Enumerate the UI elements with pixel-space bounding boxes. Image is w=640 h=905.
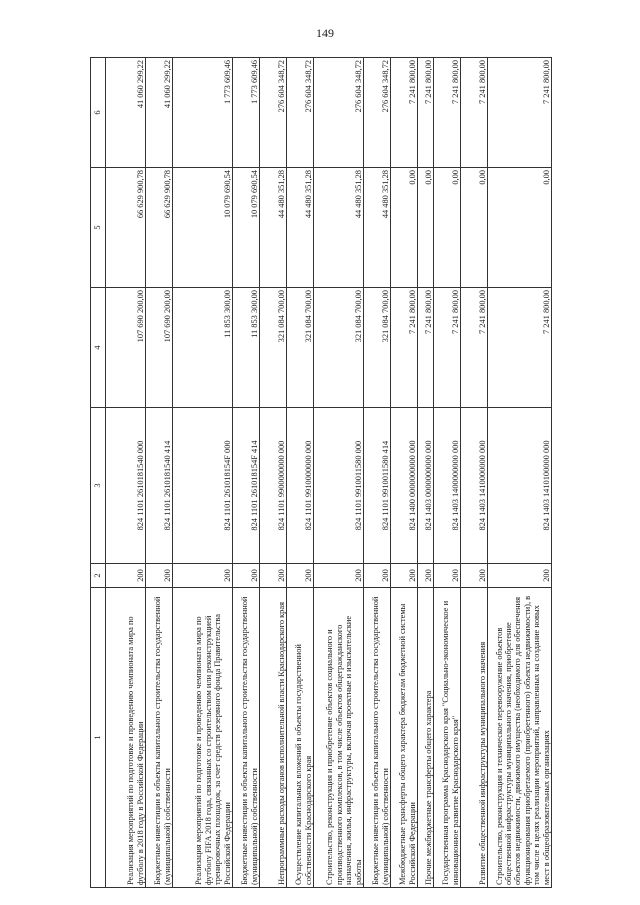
- row-code: 200: [488, 564, 552, 588]
- row-kbk: 824 1403 1410100000 000: [488, 408, 552, 564]
- row-name: Реализация мероприятий по подготовке и проведению чемпионата мира по футболу в 2018 году в Российской Федерации: [106, 588, 146, 888]
- row-sum-total: 107 690 200,00: [146, 288, 173, 408]
- row-sum-total: 107 690 200,00: [106, 288, 146, 408]
- row-sum-regional: 0,00: [418, 168, 434, 288]
- row-code: 200: [233, 564, 260, 588]
- row-name: Развитие общественной инфраструктуры муниципального значения: [461, 588, 488, 888]
- row-sum-regional: 10 079 690,54: [233, 168, 260, 288]
- table-row: [260, 58, 287, 888]
- row-sum-federal: 1 773 609,46: [233, 58, 260, 168]
- column-header: 3: [91, 408, 106, 564]
- page-number: 149: [316, 26, 334, 40]
- column-header: 5: [91, 168, 106, 288]
- column-header: 4: [91, 288, 106, 408]
- table-row: [314, 58, 364, 888]
- table-header-row: [91, 58, 106, 888]
- row-code: 200: [146, 564, 173, 588]
- row-sum-total: 11 853 300,00: [173, 288, 233, 408]
- table-row: [146, 58, 173, 888]
- row-kbk: 824 1403 0000000000 000: [418, 408, 434, 564]
- row-sum-regional: 0,00: [461, 168, 488, 288]
- row-sum-total: 7 241 800,00: [461, 288, 488, 408]
- row-name: Строительство, реконструкция и техническое перевооружение объектов общественной инфраструктуры муниципального значения, приобретение объектов недвижимости, движимого имущества (необходимого для обеспечения функционирования приобретаемого (приобретенного) объекта недвижимости), в том числе в целях реализации мероприятий, направленных на создание новых мест в общеобразовательных организациях: [488, 588, 552, 888]
- row-sum-regional: 0,00: [391, 168, 418, 288]
- row-code: 200: [461, 564, 488, 588]
- column-header: 1: [91, 588, 106, 888]
- row-sum-federal: 276 604 348,72: [314, 58, 364, 168]
- budget-table: [90, 57, 552, 888]
- row-sum-total: 321 084 700,00: [364, 288, 391, 408]
- row-sum-regional: 0,00: [434, 168, 461, 288]
- row-sum-total: 321 084 700,00: [260, 288, 287, 408]
- row-kbk: 824 1101 261018154F 414: [233, 408, 260, 564]
- row-kbk: 824 1101 9910011580 000: [314, 408, 364, 564]
- row-sum-federal: 7 241 800,00: [391, 58, 418, 168]
- row-code: 200: [260, 564, 287, 588]
- table-row: [287, 58, 314, 888]
- table-row: [418, 58, 434, 888]
- row-name: Бюджетные инвестиции в объекты капитального строительства государственной (муниципальной) собственности: [146, 588, 173, 888]
- row-code: 200: [287, 564, 314, 588]
- row-name: Осуществление капитальных вложений в объекты государственной собственности Краснодарского края: [287, 588, 314, 888]
- rotated-table-wrapper: [90, 58, 551, 888]
- row-code: 200: [106, 564, 146, 588]
- row-name: Бюджетные инвестиции в объекты капитального строительства государственной (муниципальной) собственности: [364, 588, 391, 888]
- table-row: [461, 58, 488, 888]
- row-sum-regional: 66 629 900,78: [106, 168, 146, 288]
- row-sum-regional: 44 480 351,28: [260, 168, 287, 288]
- row-sum-federal: 7 241 800,00: [488, 58, 552, 168]
- row-sum-regional: 44 480 351,28: [287, 168, 314, 288]
- row-sum-federal: 276 604 348,72: [260, 58, 287, 168]
- row-sum-total: 7 241 800,00: [391, 288, 418, 408]
- row-kbk: 824 1101 261018154F 000: [173, 408, 233, 564]
- row-kbk: 824 1403 1400000000 000: [434, 408, 461, 564]
- rotated-page-area: [90, 58, 551, 888]
- row-sum-regional: 10 079 690,54: [173, 168, 233, 288]
- table-row: [364, 58, 391, 888]
- row-kbk: 824 1101 2610181540 000: [106, 408, 146, 564]
- row-sum-federal: 276 604 348,72: [364, 58, 391, 168]
- row-code: 200: [173, 564, 233, 588]
- row-code: 200: [391, 564, 418, 588]
- row-sum-regional: 44 480 351,28: [314, 168, 364, 288]
- row-kbk: 824 1101 9910000000 000: [287, 408, 314, 564]
- row-sum-regional: 44 480 351,28: [364, 168, 391, 288]
- row-sum-federal: 41 060 299,22: [146, 58, 173, 168]
- row-kbk: 824 1403 1410000000 000: [461, 408, 488, 564]
- row-sum-federal: 276 604 348,72: [287, 58, 314, 168]
- row-kbk: 824 1101 9900000000 000: [260, 408, 287, 564]
- table-row: [434, 58, 461, 888]
- row-kbk: 824 1101 2610181540 414: [146, 408, 173, 564]
- row-sum-federal: 7 241 800,00: [461, 58, 488, 168]
- table-row: [106, 58, 146, 888]
- row-code: 200: [418, 564, 434, 588]
- row-sum-total: 7 241 800,00: [488, 288, 552, 408]
- row-sum-total: 11 853 300,00: [233, 288, 260, 408]
- row-kbk: 824 1400 0000000000 000: [391, 408, 418, 564]
- row-sum-regional: 0,00: [488, 168, 552, 288]
- row-name: Реализация мероприятий по подготовке и проведению чемпионата мира по футболу FIFA 2018 года, связанных со строительством или реконструкцией тренировочных площадок, за счет средств резервного фонда Правительства Российской Федерации: [173, 588, 233, 888]
- column-header: 6: [91, 58, 106, 168]
- row-sum-federal: 41 060 299,22: [106, 58, 146, 168]
- row-name: Строительство, реконструкция и приобретение объектов социального и производственного комплексов, в том числе объектов общегражданского назначения, жилья, инфраструктуры, включая проектные и изыскательские работы: [314, 588, 364, 888]
- row-name: Прочие межбюджетные трансферты общего характера: [418, 588, 434, 888]
- row-name: Государственная программа Краснодарского края "Социально-экономическое и инновационное развитие Краснодарского края": [434, 588, 461, 888]
- row-sum-total: 321 084 700,00: [287, 288, 314, 408]
- row-code: 200: [314, 564, 364, 588]
- row-name: Бюджетные инвестиции в объекты капитального строительства государственной (муниципальной) собственности: [233, 588, 260, 888]
- row-sum-total: 7 241 800,00: [418, 288, 434, 408]
- row-sum-regional: 66 629 900,78: [146, 168, 173, 288]
- row-sum-total: 7 241 800,00: [434, 288, 461, 408]
- row-sum-federal: 7 241 800,00: [434, 58, 461, 168]
- row-code: 200: [364, 564, 391, 588]
- row-code: 200: [434, 564, 461, 588]
- row-kbk: 824 1101 9910011580 414: [364, 408, 391, 564]
- row-sum-total: 321 084 700,00: [314, 288, 364, 408]
- row-name: Непрограммные расходы органов исполнительной власти Краснодарского края: [260, 588, 287, 888]
- table-row: [391, 58, 418, 888]
- row-sum-federal: 7 241 800,00: [418, 58, 434, 168]
- row-name: Межбюджетные трансферты общего характера бюджетам бюджетной системы Российской Федерации: [391, 588, 418, 888]
- table-row: [488, 58, 552, 888]
- table-row: [173, 58, 233, 888]
- row-sum-federal: 1 773 609,46: [173, 58, 233, 168]
- table-row: [233, 58, 260, 888]
- column-header: 2: [91, 564, 106, 588]
